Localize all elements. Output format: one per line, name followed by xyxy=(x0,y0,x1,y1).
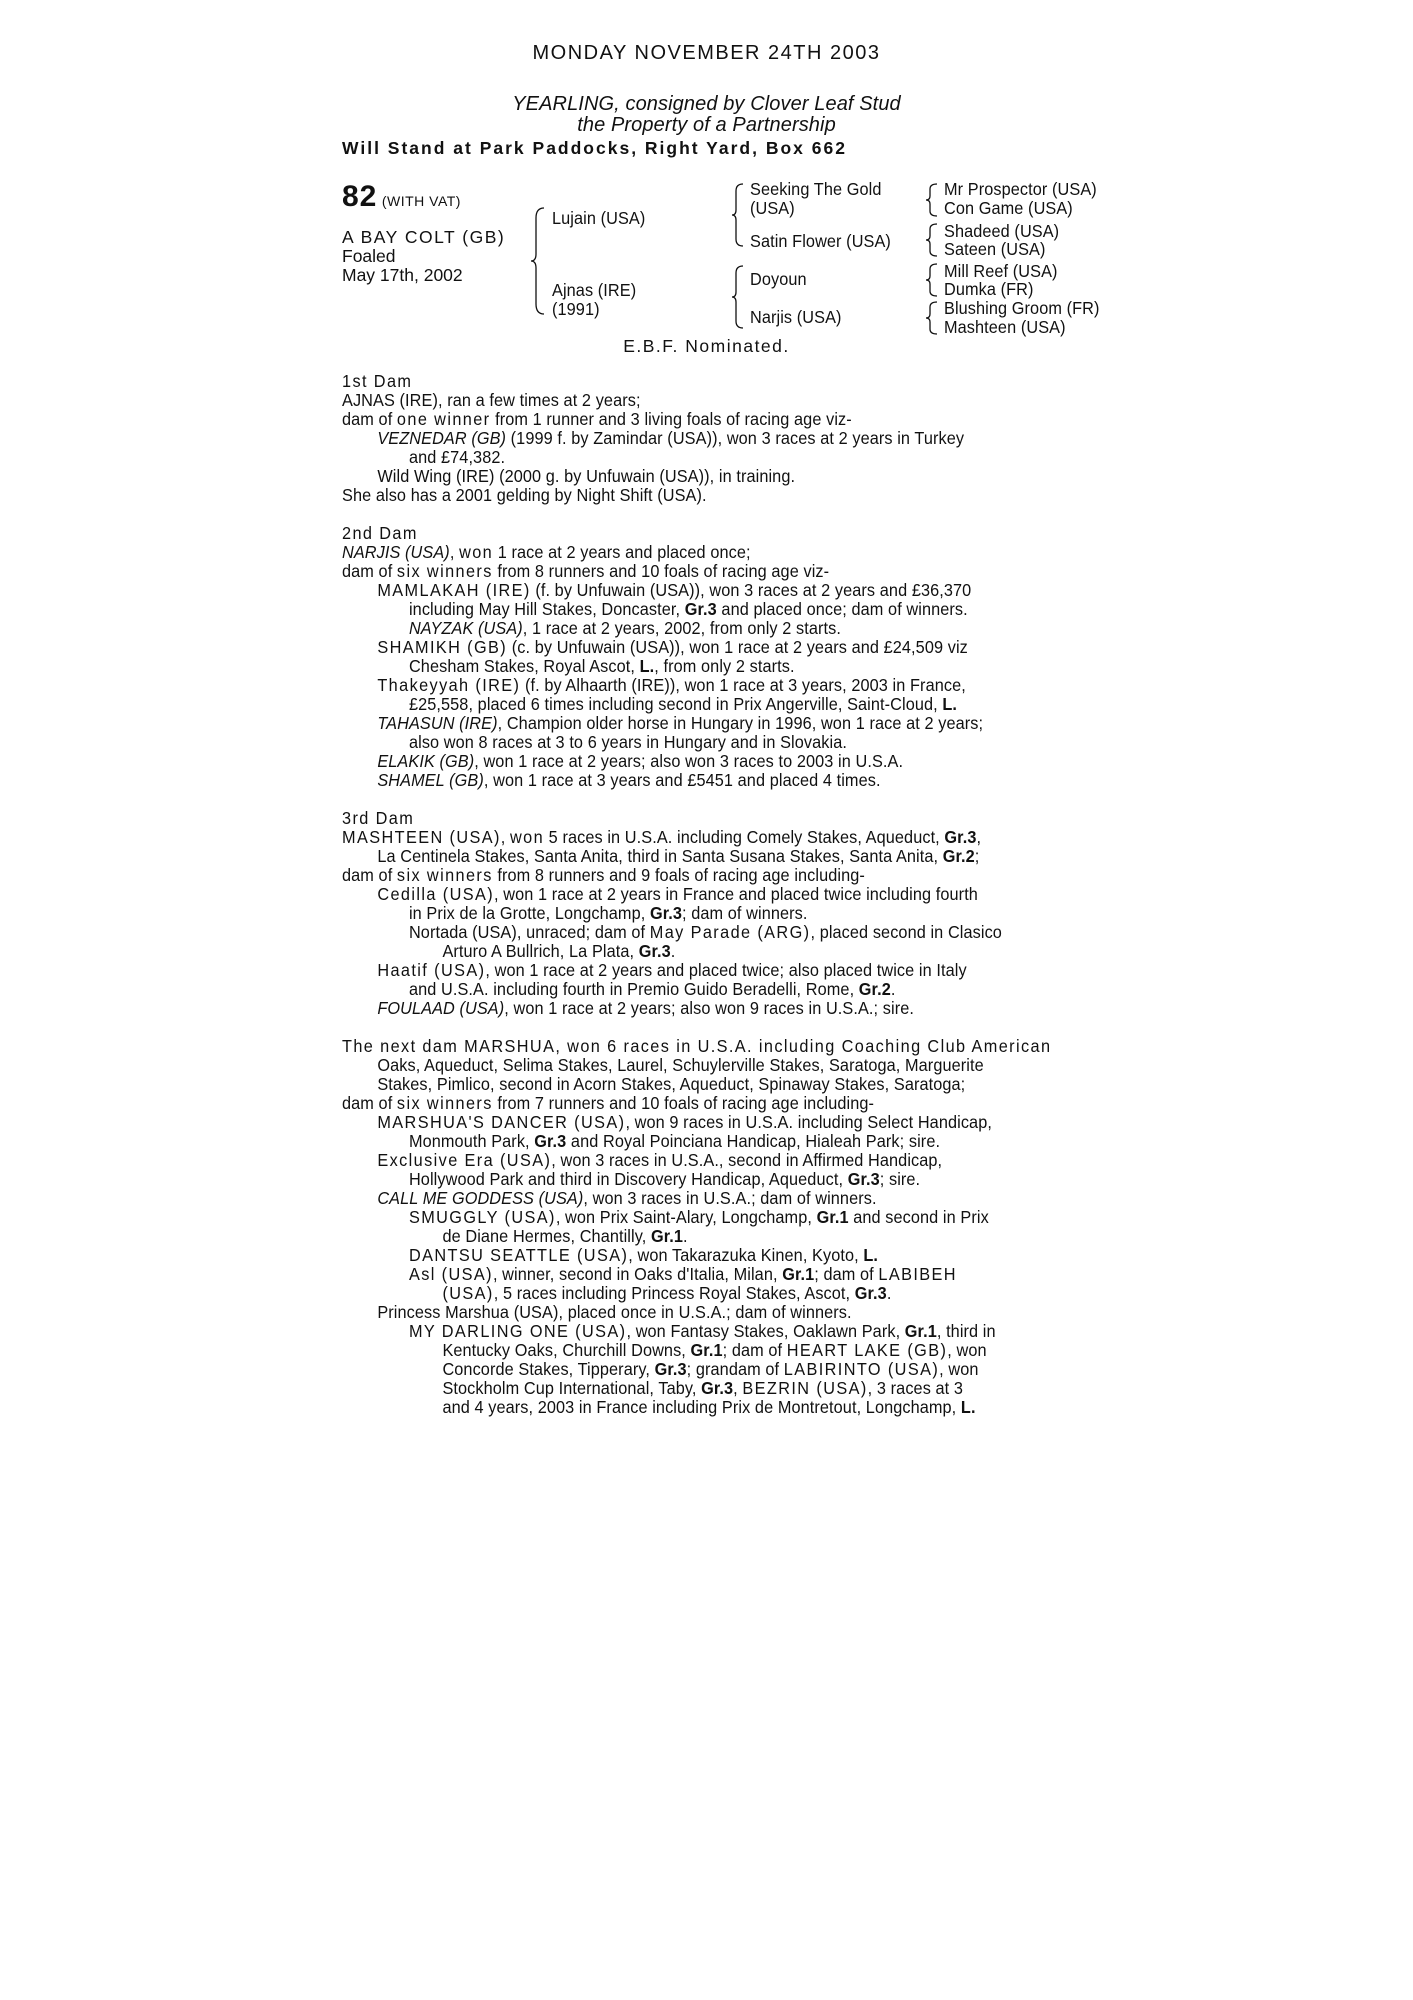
pedigree-brace-dd xyxy=(925,300,939,336)
text-run: MARSHUA xyxy=(464,1036,556,1056)
text-run: SMUGGLY (USA) xyxy=(408,1207,556,1227)
text-run: ; dam of winners. xyxy=(682,903,808,923)
text-run: , won xyxy=(947,1340,987,1360)
text-run: , won 1 race at 2 years and placed twice; also placed twice in Italy xyxy=(485,960,967,980)
text-run: from 1 runner and 3 living foals of racing age viz- xyxy=(490,409,852,429)
next-dam-line xyxy=(342,1189,1049,1208)
property-line: the Property of a Partnership xyxy=(577,114,836,136)
text-run: Gr.2 xyxy=(942,846,975,866)
text-run: Asl (USA) xyxy=(408,1264,493,1284)
pedigree-dss: Mill Reef (USA) xyxy=(944,261,1058,281)
text-run: L. xyxy=(960,1397,976,1417)
text-run: dam of xyxy=(342,409,397,429)
text-run: and placed once; dam of winners. xyxy=(716,599,968,619)
text-run: Gr.1 xyxy=(650,1226,684,1246)
pedigree-sire-sire: Seeking The Gold xyxy=(750,179,882,199)
text-run: , won xyxy=(939,1359,979,1379)
text-run: Gr.1 xyxy=(904,1321,937,1341)
pedigree-brace-ds xyxy=(925,262,939,298)
third-dam-heading: 3rd Dam xyxy=(342,808,415,828)
text-run: ; grandam of xyxy=(686,1359,784,1379)
third-dam-line xyxy=(342,961,1049,980)
text-run: won xyxy=(459,542,494,562)
text-run: six winners xyxy=(396,561,493,581)
text-run: L. xyxy=(639,656,655,676)
text-run: . xyxy=(890,979,896,999)
pedigree-sss: Mr Prospector (USA) xyxy=(944,179,1097,199)
pedigree-dam: Ajnas (IRE) xyxy=(552,280,637,300)
text-run: (f. by Unfuwain (USA)), won 3 races at 2 years and £36,370 xyxy=(530,580,972,600)
text-run: , xyxy=(976,827,982,847)
text-run: VEZNEDAR (GB) xyxy=(377,428,507,448)
third-dam-line xyxy=(342,885,1049,904)
text-run: Thakeyyah (IRE) xyxy=(377,675,521,695)
text-run: 6 races in U.S.A. including Coaching Club American xyxy=(601,1036,1052,1056)
second-dam-line xyxy=(342,657,1049,676)
second-dam-line xyxy=(342,695,1049,714)
next-dam-line xyxy=(342,1398,1049,1417)
next-dam-line xyxy=(342,1094,1049,1113)
pedigree-sdd: Sateen (USA) xyxy=(944,239,1046,259)
text-run: Arturo A Bullrich, La Plata, xyxy=(442,941,639,961)
text-run: L. xyxy=(863,1245,879,1265)
next-dam-line xyxy=(342,1379,1049,1398)
next-dam-line xyxy=(342,1360,1049,1379)
text-run: Gr.3 xyxy=(944,827,977,847)
text-run: Haatif (USA) xyxy=(377,960,486,980)
next-dam-line xyxy=(342,1036,1052,1056)
next-dam-line xyxy=(342,1208,1049,1227)
text-run: , won 3 races in U.S.A.; dam of winners. xyxy=(583,1188,877,1208)
text-run: La Centinela Stakes, Santa Anita, third in Santa Susana Stakes, Santa Anita, xyxy=(377,846,943,866)
first-dam-line xyxy=(342,448,1049,467)
second-dam-heading: 2nd Dam xyxy=(342,523,418,543)
first-dam-line xyxy=(342,486,1049,505)
text-run: , xyxy=(500,827,511,847)
next-dam-line xyxy=(342,1075,1049,1094)
next-dam-line xyxy=(342,1170,1049,1189)
pedigree-brace-ss xyxy=(925,182,939,218)
pedigree-sire: Lujain (USA) xyxy=(552,208,646,228)
text-run: Princess Marshua (USA), placed once in U.S.A.; dam of winners. xyxy=(377,1302,852,1322)
text-run: Stockholm Cup International, Taby, xyxy=(442,1378,702,1398)
text-run: Gr.3 xyxy=(701,1378,734,1398)
pedigree-sire-sire-country: (USA) xyxy=(750,198,795,218)
third-dam-line xyxy=(342,828,1049,847)
text-run: ; dam of xyxy=(722,1340,787,1360)
text-run: , won 9 races in U.S.A. including Select Handicap, xyxy=(625,1112,992,1132)
text-run: AJNAS (IRE), ran a few times at 2 years; xyxy=(342,390,641,410)
text-run: de Diane Hermes, Chantilly, xyxy=(442,1226,651,1246)
second-dam-line xyxy=(342,543,1049,562)
text-run: in Prix de la Grotte, Longchamp, xyxy=(408,903,650,923)
text-run: also won 8 races at 3 to 6 years in Hungary and in Slovakia. xyxy=(408,732,847,752)
pedigree-dam-year: (1991) xyxy=(552,299,600,319)
first-dam-heading: 1st Dam xyxy=(342,371,413,391)
text-run: ELAKIK (GB) xyxy=(377,751,475,771)
text-run: May Parade (ARG) xyxy=(649,922,811,942)
third-dam-line xyxy=(342,866,1049,885)
text-run: , third in xyxy=(936,1321,996,1341)
text-run: NARJIS (USA) xyxy=(342,542,450,562)
text-run: , 3 races at 3 xyxy=(867,1378,964,1398)
text-run: , xyxy=(733,1378,743,1398)
text-run: , won Fantasy Stakes, Oaklawn Park, xyxy=(626,1321,905,1341)
third-dam-line xyxy=(342,942,1049,961)
text-run: , Champion older horse in Hungary in 1996, won 1 race at 2 years; xyxy=(497,713,984,733)
next-dam-line xyxy=(342,1265,1049,1284)
text-run: , placed second in Clasico xyxy=(810,922,1002,942)
pedigree-brace-sire xyxy=(731,182,745,248)
text-run: won xyxy=(510,827,545,847)
pedigree-brace-dam xyxy=(731,264,745,330)
second-dam-line xyxy=(342,562,1049,581)
consignor-line: YEARLING, consigned by Clover Leaf Stud xyxy=(512,93,901,115)
text-run: SHAMEL (GB) xyxy=(377,770,484,790)
text-run: Gr.1 xyxy=(816,1207,849,1227)
second-dam-line xyxy=(342,638,1049,657)
text-run: , xyxy=(449,542,460,562)
next-dam-line xyxy=(342,1284,1049,1303)
text-run: six winners xyxy=(396,1093,493,1113)
text-run: ; sire. xyxy=(879,1169,921,1189)
text-run: HEART LAKE (GB) xyxy=(786,1340,948,1360)
text-run: 5 races in U.S.A. including Comely Stakes, Aqueduct, xyxy=(544,827,945,847)
next-dam-line xyxy=(342,1227,1049,1246)
pedigree-ddd: Mashteen (USA) xyxy=(944,317,1066,337)
text-run: Concorde Stakes, Tipperary, xyxy=(442,1359,655,1379)
text-run: SHAMIKH (GB) xyxy=(377,637,508,657)
text-run: , won 1 race at 2 years in France and placed twice including fourth xyxy=(494,884,978,904)
text-run: Wild Wing (IRE) (2000 g. by Unfuwain (USA)), in training. xyxy=(377,466,796,486)
text-run: BEZRIN (USA) xyxy=(742,1378,868,1398)
text-run: 1 race at 2 years and placed once; xyxy=(493,542,751,562)
text-run: Gr.3 xyxy=(684,599,717,619)
text-run: Hollywood Park and third in Discovery Handicap, Aqueduct, xyxy=(408,1169,848,1189)
second-dam-line xyxy=(342,771,1049,790)
pedigree-dds: Blushing Groom (FR) xyxy=(944,298,1100,318)
text-run: Gr.3 xyxy=(649,903,683,923)
text-run: Kentucky Oaks, Churchill Downs, xyxy=(442,1340,691,1360)
text-run: Gr.3 xyxy=(847,1169,880,1189)
third-dam-line xyxy=(342,999,1049,1018)
next-dam-line xyxy=(342,1132,1049,1151)
pedigree-brace-main xyxy=(530,206,546,316)
next-dam-line xyxy=(342,1303,1049,1322)
third-dam-line xyxy=(342,980,1049,999)
text-run: £25,558, placed 6 times including second in Prix Angerville, Saint-Cloud, xyxy=(408,694,943,714)
third-dam-line xyxy=(342,904,1049,923)
text-run: MASHTEEN (USA) xyxy=(342,827,501,847)
text-run: , winner, second in Oaks d'Italia, Milan, xyxy=(492,1264,783,1284)
next-dam-line xyxy=(342,1056,1049,1075)
text-run: and 4 years, 2003 in France including Prix de Montretout, Longchamp, xyxy=(442,1397,961,1417)
next-dam-line xyxy=(342,1341,1049,1360)
second-dam-line xyxy=(342,581,1049,600)
foaled-label: Foaled xyxy=(342,246,396,266)
text-run: ; dam of xyxy=(814,1264,879,1284)
text-run: (c. by Unfuwain (USA)), won 1 race at 2 years and £24,509 viz xyxy=(507,637,968,657)
text-run: Gr.3 xyxy=(654,1359,687,1379)
pedigree-dam-sire: Doyoun xyxy=(750,269,807,289)
text-run: Monmouth Park, xyxy=(408,1131,535,1151)
text-run: , 5 races including Princess Royal Stakes, Ascot, xyxy=(493,1283,855,1303)
catalogue-body xyxy=(342,371,1052,1417)
text-run: dam of xyxy=(342,561,397,581)
text-run: Chesham Stakes, Royal Ascot, xyxy=(408,656,640,676)
second-dam-line xyxy=(342,600,1049,619)
text-run: , won 1 race at 2 years; also won 9 races in U.S.A.; sire. xyxy=(504,998,914,1018)
next-dam-line xyxy=(342,1246,1049,1265)
lot-header xyxy=(342,180,461,214)
second-dam-line xyxy=(342,752,1049,771)
text-run: . xyxy=(683,1226,688,1246)
text-run: Cedilla (USA) xyxy=(377,884,495,904)
text-run: DANTSU SEATTLE (USA) xyxy=(408,1245,629,1265)
text-run: , won 3 races in U.S.A., second in Affirmed Handicap, xyxy=(551,1150,943,1170)
text-run: MY DARLING ONE (USA) xyxy=(408,1321,627,1341)
lot-description: A BAY COLT (GB) xyxy=(342,227,506,247)
text-run: (1999 f. by Zamindar (USA)), won 3 races at 2 years in Turkey xyxy=(506,428,965,448)
first-dam-line xyxy=(342,429,1049,448)
text-run: Nortada (USA), unraced; dam of xyxy=(408,922,650,942)
text-run: won xyxy=(567,1036,602,1056)
text-run: Exclusive Era (USA) xyxy=(377,1150,552,1170)
next-dam-line xyxy=(342,1113,1049,1132)
text-run: (USA) xyxy=(442,1283,494,1303)
first-dam-line xyxy=(342,410,1049,429)
text-run: She also has a 2001 gelding by Night Shift (USA). xyxy=(342,485,707,505)
text-run: six winners xyxy=(396,865,493,885)
text-run: including May Hill Stakes, Doncaster, xyxy=(408,599,685,619)
text-run: and £74,382. xyxy=(408,447,506,467)
text-run: , won Takarazuka Kinen, Kyoto, xyxy=(628,1245,864,1265)
text-run: CALL ME GODDESS (USA) xyxy=(377,1188,584,1208)
text-run: The next dam xyxy=(342,1036,465,1056)
text-run: Gr.3 xyxy=(854,1283,887,1303)
text-run: ; xyxy=(974,846,980,866)
text-run: , 1 race at 2 years, 2002, from only 2 starts. xyxy=(522,618,841,638)
text-run: Gr.1 xyxy=(782,1264,815,1284)
pedigree-dam-dam: Narjis (USA) xyxy=(750,307,842,327)
text-run: TAHASUN (IRE) xyxy=(377,713,498,733)
first-dam-line xyxy=(342,467,1049,486)
text-run: L. xyxy=(942,694,958,714)
next-dam-line xyxy=(342,1151,1049,1170)
text-run: Gr.2 xyxy=(858,979,891,999)
pedigree-ssd: Con Game (USA) xyxy=(944,198,1073,218)
third-dam-line xyxy=(342,847,1049,866)
text-run: LABIRINTO (USA) xyxy=(783,1359,940,1379)
text-run: Gr.3 xyxy=(638,941,671,961)
third-dam-line xyxy=(342,923,1049,942)
stand-location: Will Stand at Park Paddocks, Right Yard, Box 662 xyxy=(342,138,847,158)
text-run: NAYZAK (USA) xyxy=(408,618,523,638)
text-run: Stakes, Pimlico, second in Acorn Stakes, Aqueduct, Spinaway Stakes, Saratoga; xyxy=(377,1074,966,1094)
ebf-nomination: E.B.F. Nominated. xyxy=(623,336,790,356)
text-run: . xyxy=(886,1283,892,1303)
lot-number: 82 xyxy=(342,180,378,213)
lot-info xyxy=(342,228,505,285)
text-run: MARSHUA'S DANCER (USA) xyxy=(377,1112,626,1132)
pedigree-dsd: Dumka (FR) xyxy=(944,279,1034,299)
text-run: . xyxy=(670,941,676,961)
text-run: , won Prix Saint-Alary, Longchamp, xyxy=(555,1207,817,1227)
second-dam-line xyxy=(342,733,1049,752)
text-run: MAMLAKAH (IRE) xyxy=(377,580,531,600)
text-run: and Royal Poinciana Handicap, Hialeah Park; sire. xyxy=(566,1131,941,1151)
text-run: from 8 runners and 9 foals of racing age including- xyxy=(492,865,865,885)
text-run: one winner xyxy=(396,409,491,429)
second-dam-line xyxy=(342,676,1049,695)
next-dam-line xyxy=(342,1322,1049,1341)
text-run: dam of xyxy=(342,865,397,885)
pedigree-sire-dam: Satin Flower (USA) xyxy=(750,231,891,251)
first-dam-line xyxy=(342,391,1049,410)
text-run: from 8 runners and 10 foals of racing age viz- xyxy=(492,561,830,581)
text-run: LABIBEH xyxy=(878,1264,957,1284)
text-run: , from only 2 starts. xyxy=(654,656,795,676)
pedigree-brace-sd xyxy=(925,222,939,258)
text-run: and second in Prix xyxy=(848,1207,989,1227)
text-run: Oaks, Aqueduct, Selima Stakes, Laurel, Schuylerville Stakes, Saratoga, Marguerite xyxy=(377,1055,984,1075)
sale-date: MONDAY NOVEMBER 24TH 2003 xyxy=(532,42,881,64)
text-run: , won 1 race at 2 years; also won 3 races to 2003 in U.S.A. xyxy=(474,751,904,771)
text-run: Gr.3 xyxy=(534,1131,567,1151)
text-run: , xyxy=(555,1036,568,1056)
text-run: dam of xyxy=(342,1093,397,1113)
pedigree-sds: Shadeed (USA) xyxy=(944,221,1060,241)
second-dam-line xyxy=(342,714,1049,733)
text-run: and U.S.A. including fourth in Premio Guido Beradelli, Rome, xyxy=(408,979,859,999)
vat-note: (WITH VAT) xyxy=(381,193,461,209)
text-run: from 7 runners and 10 foals of racing age including- xyxy=(492,1093,875,1113)
text-run: Gr.1 xyxy=(690,1340,723,1360)
foaled-date: May 17th, 2002 xyxy=(342,265,463,285)
text-run: , won 1 race at 3 years and £5451 and placed 4 times. xyxy=(483,770,881,790)
text-run: FOULAAD (USA) xyxy=(377,998,505,1018)
second-dam-line xyxy=(342,619,1049,638)
text-run: (f. by Alhaarth (IRE)), won 1 race at 3 years, 2003 in France, xyxy=(520,675,966,695)
